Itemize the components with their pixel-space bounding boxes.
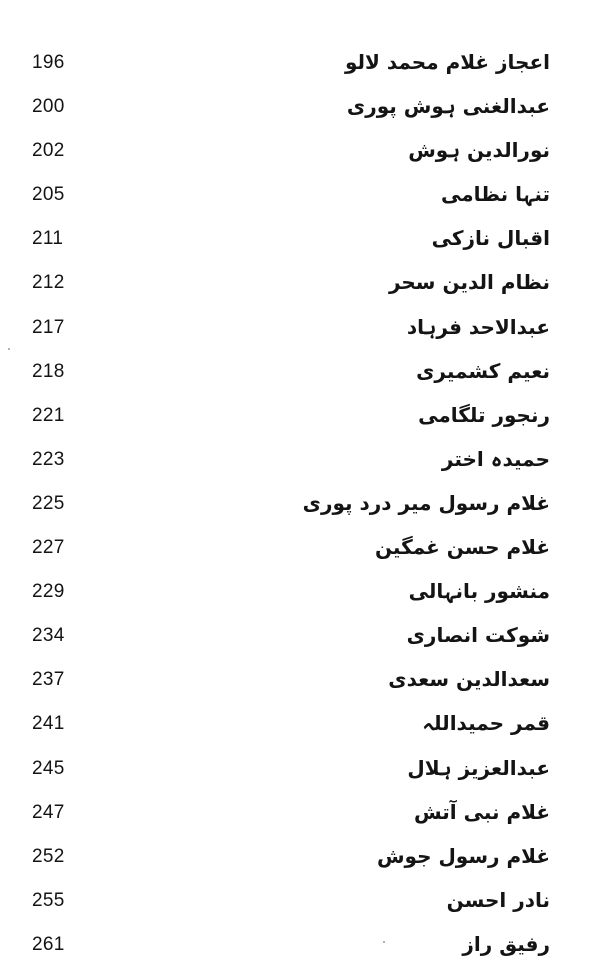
page-number: 212 [32,272,65,294]
toc-entry [0,748,600,792]
page-number: 261 [32,933,65,955]
page-number: 241 [32,713,65,735]
toc-entry [0,262,600,306]
poet-name: غلام نبی آتش [414,799,550,824]
poet-name: غلام رسول جوش [376,843,550,868]
poet-name: تنہا نظامی [441,182,550,207]
page-number: 245 [32,757,65,779]
poet-name: شوکت انصاری [406,623,550,648]
poet-name: رفیق راز [462,931,550,956]
poet-name: نورالدین ہوش [408,138,550,163]
poet-name: عبدالعزیز ہلال [407,755,550,780]
toc-entry [0,86,600,130]
poet-name: اقبال نازکی [431,226,550,251]
page-number: 255 [32,889,65,911]
toc-entry [0,880,600,924]
poet-name: عبدالغنی ہوش پوری [346,94,550,119]
page-number: 225 [32,492,65,514]
page-number: 218 [32,360,65,382]
toc-entry [0,218,600,262]
poet-name: عبدالاحد فرہاد [406,314,550,339]
toc-entry [0,924,600,968]
poet-name: سعدالدین سعدی [388,667,550,692]
toc-entry [0,130,600,174]
page-number: 247 [32,801,65,823]
toc-entry [0,351,600,395]
scan-speck [383,941,385,943]
toc-entry [0,307,600,351]
toc-entry [0,571,600,615]
toc-entry [0,483,600,527]
poet-name: نعیم کشمیری [416,358,550,383]
page-number: 202 [32,140,65,162]
toc-entry [0,836,600,880]
page-number: 237 [32,669,65,691]
page-number: 211 [32,228,64,250]
toc-entry [0,703,600,747]
toc-entry [0,174,600,218]
page-number: 227 [32,537,65,559]
poet-name: منشور بانہالی [408,579,550,604]
table-of-contents [0,42,600,968]
page-number: 252 [32,845,65,867]
poet-name: غلام حسن غمگین [374,535,550,560]
page-number: 196 [32,52,65,73]
toc-entry [0,42,600,86]
poet-name: قمر حمیداللہ [422,711,550,736]
page-number: 229 [32,581,65,603]
page-number: 221 [32,404,65,426]
poet-name: غلام رسول میر درد پوری [302,490,550,515]
toc-entry [0,615,600,659]
poet-name: حمیدہ اختر [441,446,550,471]
page-number: 217 [32,316,65,338]
toc-entry [0,439,600,483]
page-number: 205 [32,184,65,206]
page-number: 234 [32,625,65,647]
poet-name: اعجاز غلام محمد لالو [344,50,550,74]
page-number: 223 [32,448,65,470]
poet-name: نادر احسن [446,887,550,912]
toc-entry [0,659,600,703]
toc-entry [0,792,600,836]
scan-speck [8,348,10,350]
toc-entry [0,527,600,571]
poet-name: نظام الدین سحر [388,270,550,295]
toc-entry [0,395,600,439]
poet-name: رنجور تلگامی [418,402,550,427]
page-number: 200 [32,96,65,118]
